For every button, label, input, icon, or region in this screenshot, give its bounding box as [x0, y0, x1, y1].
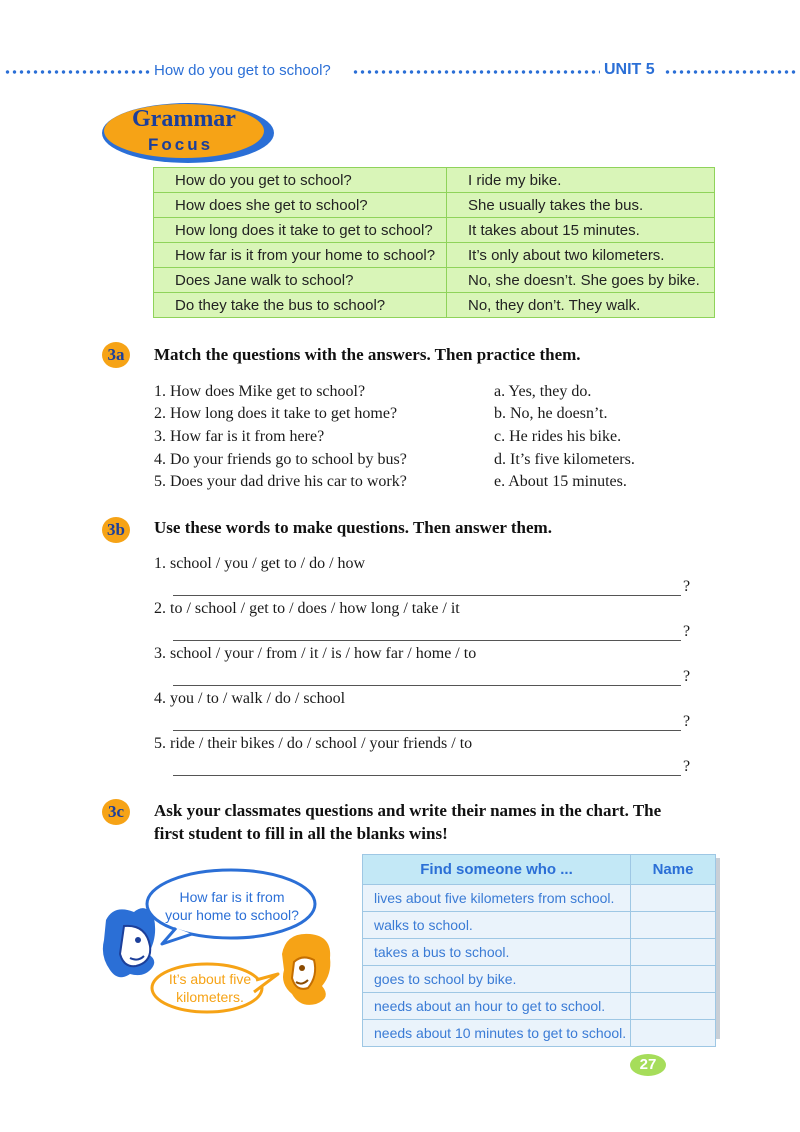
- section-3c-badge: 3c: [102, 799, 130, 825]
- page-number: 27: [630, 1054, 666, 1076]
- match-answer: c. He rides his bike.: [494, 428, 622, 445]
- match-answer: d. It’s five kilometers.: [494, 451, 635, 468]
- answer-line[interactable]: [173, 595, 681, 596]
- match-answer: b. No, he doesn’t.: [494, 405, 608, 422]
- chart-prompt: needs about 10 minutes to get to school.: [363, 1020, 631, 1047]
- header-dots-middle: [352, 70, 600, 74]
- question-mark: ?: [683, 668, 691, 685]
- grammar-answer: I ride my bike.: [447, 168, 715, 193]
- answer-line[interactable]: [173, 775, 681, 776]
- grammar-answer: No, she doesn’t. She goes by bike.: [447, 268, 715, 293]
- table-row: [154, 168, 715, 193]
- table-row: [363, 912, 716, 939]
- name-cell[interactable]: [631, 912, 716, 939]
- name-cell[interactable]: [631, 993, 716, 1020]
- table-row: [154, 268, 715, 293]
- section-3a-instruction: Match the questions with the answers. Then practice them.: [154, 345, 581, 364]
- column-header-find: Find someone who ...: [363, 855, 631, 885]
- question-mark: ?: [683, 578, 691, 595]
- question-mark: ?: [683, 713, 691, 730]
- column-header-name: Name: [631, 855, 716, 885]
- match-question: 1. How does Mike get to school?: [154, 383, 366, 400]
- word-prompt: 1. school / you / get to / do / how: [154, 555, 366, 572]
- header-title: How do you get to school?: [154, 62, 331, 79]
- find-someone-chart: [362, 854, 716, 1041]
- page-header: [0, 60, 800, 86]
- grammar-question: Do they take the bus to school?: [154, 293, 447, 318]
- table-row: [154, 293, 715, 318]
- grammar-question: How far is it from your home to school?: [154, 243, 447, 268]
- chart-prompt: goes to school by bike.: [363, 966, 631, 993]
- bubble-answer-line1: It’s about five: [168, 971, 252, 987]
- match-question: 5. Does your dad drive his car to work?: [154, 473, 407, 490]
- grammar-question: How long does it take to get to school?: [154, 218, 447, 243]
- table-row: [363, 939, 716, 966]
- name-cell[interactable]: [631, 885, 716, 912]
- question-mark: ?: [683, 758, 691, 775]
- bubble-question-line1: How far is it from: [179, 889, 285, 905]
- name-cell[interactable]: [631, 966, 716, 993]
- chart-prompt: needs about an hour to get to school.: [363, 993, 631, 1020]
- name-cell[interactable]: [631, 1020, 716, 1047]
- header-dots-right: [664, 70, 798, 74]
- answer-line[interactable]: [173, 730, 681, 731]
- match-answer: a. Yes, they do.: [494, 383, 592, 400]
- grammar-answer: It takes about 15 minutes.: [447, 218, 715, 243]
- table-row: [363, 966, 716, 993]
- bubble-question-line2: your home to school?: [165, 907, 299, 923]
- word-prompt: 3. school / your / from / it / is / how far / home / to: [154, 645, 477, 662]
- chart-prompt: lives about five kilometers from school.: [363, 885, 631, 912]
- answer-line[interactable]: [173, 640, 681, 641]
- section-3b-badge: 3b: [102, 517, 130, 543]
- section-3c-instruction-line2: first student to fill in all the blanks wins!: [154, 824, 448, 843]
- unit-label: UNIT 5: [604, 61, 655, 78]
- match-question: 3. How far is it from here?: [154, 428, 325, 445]
- grammar-question: How does she get to school?: [154, 193, 447, 218]
- table-row: [154, 218, 715, 243]
- match-answer: e. About 15 minutes.: [494, 473, 627, 490]
- chart-prompt: takes a bus to school.: [363, 939, 631, 966]
- question-mark: ?: [683, 623, 691, 640]
- word-prompt: 5. ride / their bikes / do / school / your friends / to: [154, 735, 473, 752]
- badge-subtitle: Focus: [148, 135, 214, 154]
- section-3c-instruction-line1: Ask your classmates questions and write their names in the chart. The: [154, 801, 662, 820]
- grammar-focus-badge: [98, 100, 276, 164]
- grammar-answer: It’s only about two kilometers.: [447, 243, 715, 268]
- table-row: [363, 993, 716, 1020]
- table-header-row: [363, 855, 716, 885]
- section-3a-badge: 3a: [102, 342, 130, 368]
- table-row: [154, 243, 715, 268]
- speech-bubble-question: [152, 888, 312, 924]
- grammar-answer: She usually takes the bus.: [447, 193, 715, 218]
- word-prompt: 2. to / school / get to / does / how long / take / it: [154, 600, 460, 617]
- grammar-question: How do you get to school?: [154, 168, 447, 193]
- table-row: [363, 1020, 716, 1047]
- speech-bubble-answer: [152, 970, 268, 1006]
- match-question: 2. How long does it take to get home?: [154, 405, 398, 422]
- name-cell[interactable]: [631, 939, 716, 966]
- word-prompt: 4. you / to / walk / do / school: [154, 690, 346, 707]
- bubble-answer-line2: kilometers.: [176, 989, 244, 1005]
- badge-title: Grammar: [132, 106, 236, 132]
- match-question: 4. Do your friends go to school by bus?: [154, 451, 407, 468]
- find-someone-table: [362, 854, 716, 1047]
- grammar-answer: No, they don’t. They walk.: [447, 293, 715, 318]
- table-row: [363, 885, 716, 912]
- answer-line[interactable]: [173, 685, 681, 686]
- table-row: [154, 193, 715, 218]
- header-dots-left: [4, 70, 150, 74]
- chart-prompt: walks to school.: [363, 912, 631, 939]
- grammar-question: Does Jane walk to school?: [154, 268, 447, 293]
- section-3b-instruction: Use these words to make questions. Then answer them.: [154, 518, 552, 537]
- grammar-table: [153, 167, 715, 318]
